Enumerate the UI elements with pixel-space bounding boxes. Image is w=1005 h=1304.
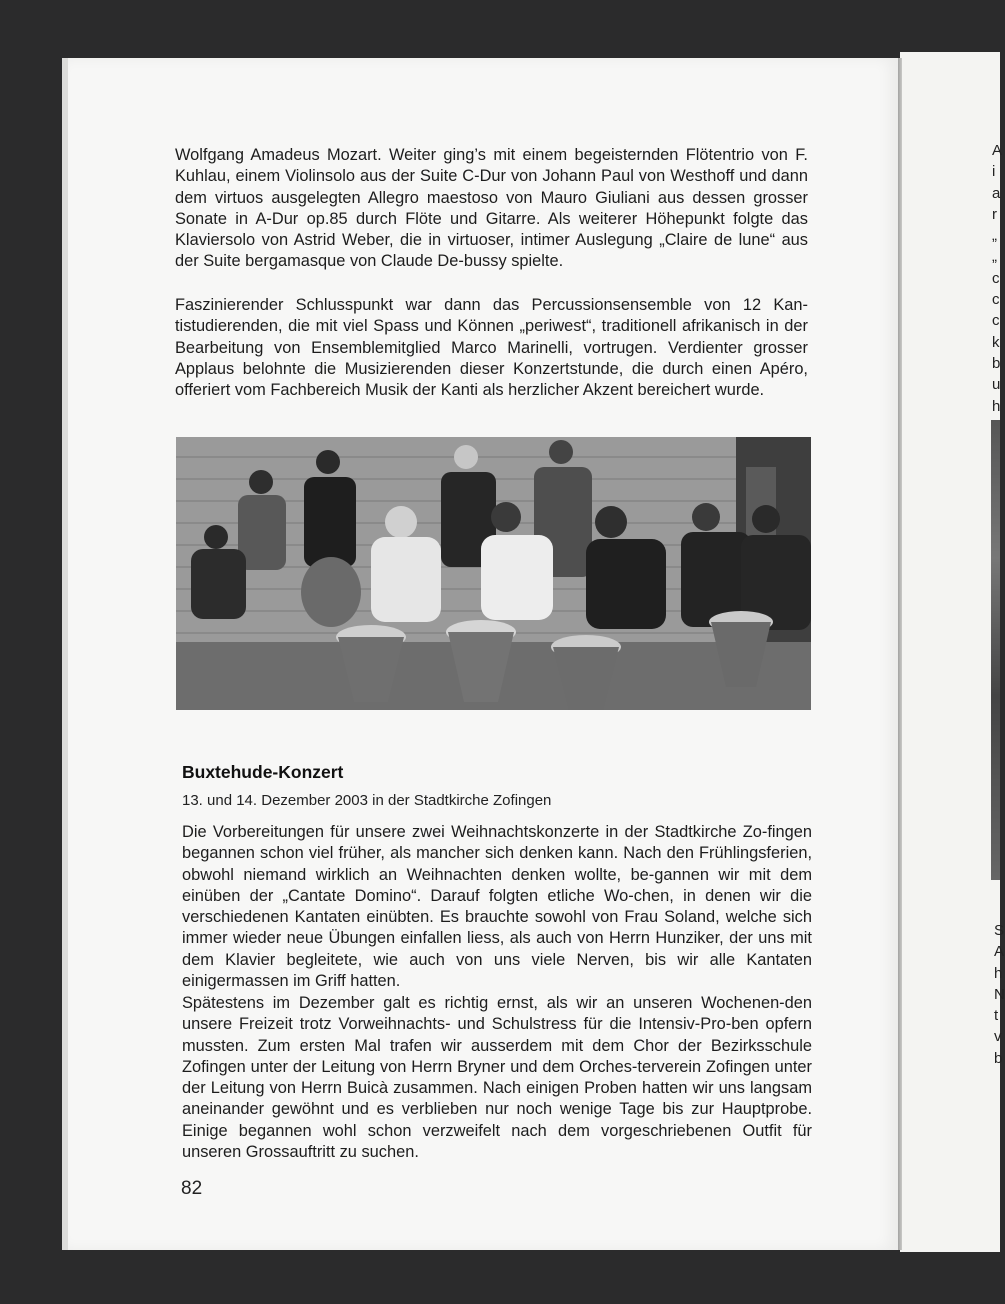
section-title: Buxtehude-Konzert <box>182 762 344 782</box>
percussion-ensemble-photo <box>176 437 811 710</box>
facing-page <box>900 52 1003 1252</box>
paragraph-preparations: Die Vorbereitungen für unsere zwei Weihnachtskonzerte in der Stadtkirche Zo-fingen begannen schon viel früher, als mancher sich denken kann. Nach den Frühlingsferien, obwohl niemand wirklich an Weihnachten denken wollte, be-gannen wir mit dem einüben der „Cantate Domino“. Darauf folgten etliche Wo-chen, in denen wir die verschiedenen Kantaten einübten. Es brauchte sowohl von Frau Soland, welche sich immer wieder neue Übungen einfallen liess, als auch von Herrn Hunziker, der uns mit dem Klavier begleitete, wie auch von uns viele Nerven, bis wir alle Kantaten einigermassen im Griff hatten. <box>182 823 812 991</box>
paragraph-concert-program: Wolfgang Amadeus Mozart. Weiter ging’s mit einem begeisternden Flötentrio von F. Kuhlau, einem Violinsolo aus der Suite C-Dur von Johann Paul von Westhoff und dann dem virtuos ausgelegten Allegro maestoso von Mauro Giuliani aus dessen grosser Sonate in A-Dur op.85 durch Flöte und Gitarre. Als weiterer Höhepunkt folgte das Klaviersolo von Astrid Weber, die in virtuoser, intimer Auslegung „Claire de lune“ aus der Suite bergamasque von Claude De-bussy spielte. <box>175 146 808 271</box>
facing-page-photo <box>991 420 1000 880</box>
paragraph-percussion-ensemble: Faszinierender Schlusspunkt war dann das Percussionsensemble von 12 Kan-tistudierenden, die mit viel Spass und Können „periwest“, traditionell afrikanisch in der Bearbeitung von Ensemblemitglied Marco Marinelli, vortrugen. Verdienter grosser Applaus belohnte die Musizierenden dieser Konzertstunde, die durch einen Apéro, offeriert vom Fachbereich Musik der Kanti als herzlicher Akzent bereichert wurde. <box>175 296 808 400</box>
facing-page-text-bottom: S A h N t v b <box>994 922 1005 1067</box>
paragraph-december-rehearsals: Spätestens im Dezember galt es richtig ernst, als wir an unseren Wochenen-den unsere Freizeit trotz Vorweihnachts- und Schulstress für die Intensiv-Pro-ben opfern mussten. Zum ersten Mal trafen wir ausserdem mit dem Chor der Bezirksschule Zofingen unter der Leitung von Herrn Bryner und dem Orches-terverein Zofingen unter der Leitung von Herrn Buicà zusammen. Nach einigen Proben hatten wir uns langsam aneinander gewöhnt und es verblieben nur noch wenige Tage bis zur Hauptprobe. Einige begannen wohl schon verzweifelt nach dem vorgeschriebenen Outfit für unseren Grossauftritt zu suchen. <box>182 994 812 1162</box>
section-subtitle: 13. und 14. Dezember 2003 in der Stadtkirche Zofingen <box>182 792 552 809</box>
facing-page-text-top: A i a r „ „ c c c k b u h <box>992 142 1003 415</box>
page-number: 82 <box>181 1178 203 1199</box>
